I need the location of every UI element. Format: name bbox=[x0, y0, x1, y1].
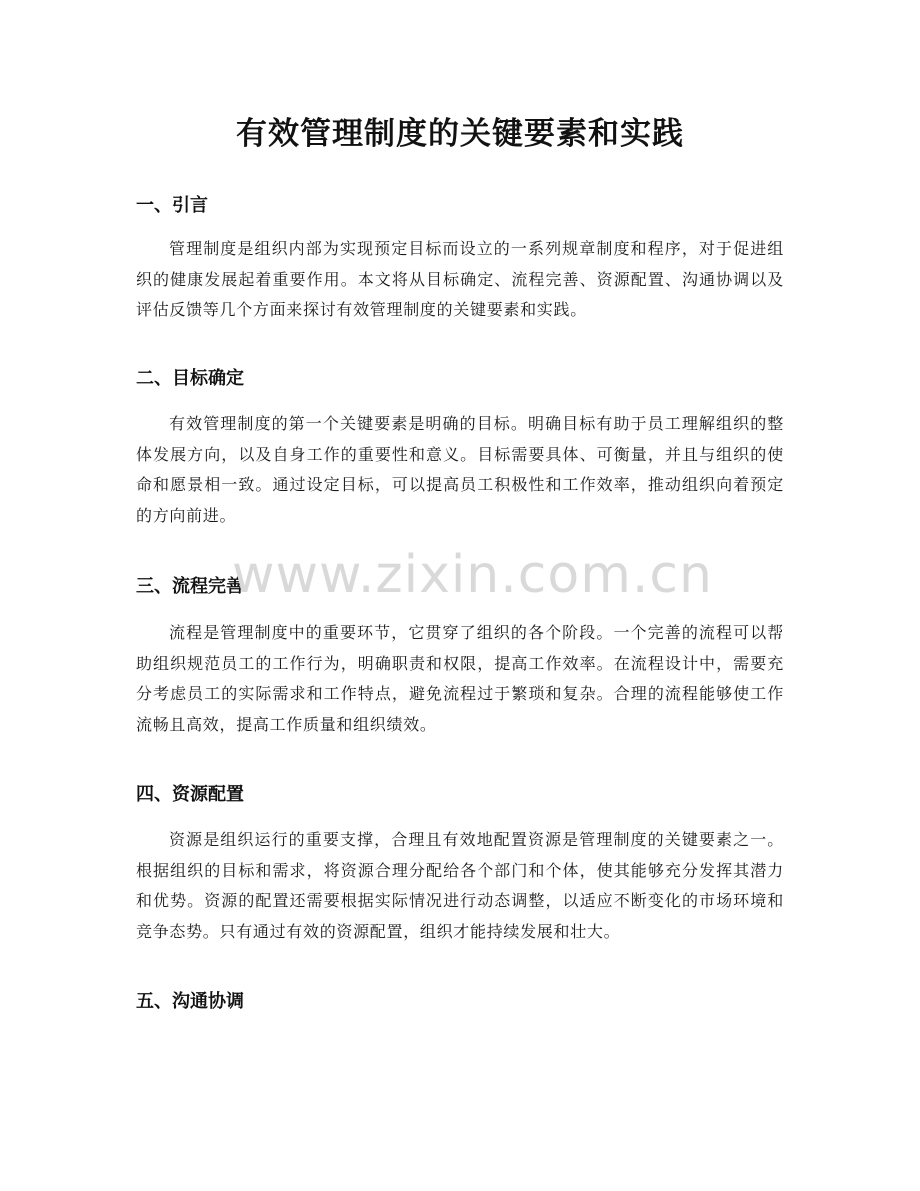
watermark: www.zixin.com.cn bbox=[232, 545, 713, 605]
section-heading-resources: 四、资源配置 bbox=[136, 784, 244, 805]
section-paragraph-intro: 管理制度是组织内部为实现预定目标而设立的一系列规章制度和程序，对于促进组织的健康发展起着重要作用。本文将从目标确定、流程完善、资源配置、沟通协调以及评估反馈等几个方面来探讨有效管理制度的关键要素和实践。 bbox=[136, 239, 784, 319]
section-heading-communication: 五、沟通协调 bbox=[136, 991, 244, 1012]
section-heading-process: 三、流程完善 bbox=[136, 576, 244, 597]
document-title: 有效管理制度的关键要素和实践 bbox=[236, 116, 684, 152]
section-heading-intro: 一、引言 bbox=[136, 195, 208, 216]
section-paragraph-process: 流程是管理制度中的重要环节，它贯穿了组织的各个阶段。一个完善的流程可以帮助组织规范员工的工作行为，明确职责和权限，提高工作效率。在流程设计中，需要充分考虑员工的实际需求和工作特点，避免流程过于繁琐和复杂。合理的流程能够使工作流畅且高效，提高工作质量和组织绩效。 bbox=[136, 623, 784, 734]
section-heading-goals: 二、目标确定 bbox=[136, 368, 244, 389]
section-paragraph-goals: 有效管理制度的第一个关键要素是明确的目标。明确目标有助于员工理解组织的整体发展方向，以及自身工作的重要性和意义。目标需要具体、可衡量，并且与组织的使命和愿景相一致。通过设定目标，可以提高员工积极性和工作效率，推动组织向着预定的方向前进。 bbox=[136, 414, 784, 525]
section-paragraph-resources: 资源是组织运行的重要支撑，合理且有效地配置资源是管理制度的关键要素之一。根据组织的目标和需求，将资源合理分配给各个部门和个体，使其能够充分发挥其潜力和优势。资源的配置还需要根据实际情况进行动态调整，以适应不断变化的市场环境和竞争态势。只有通过有效的资源配置，组织才能持续发展和壮大。 bbox=[136, 830, 784, 941]
